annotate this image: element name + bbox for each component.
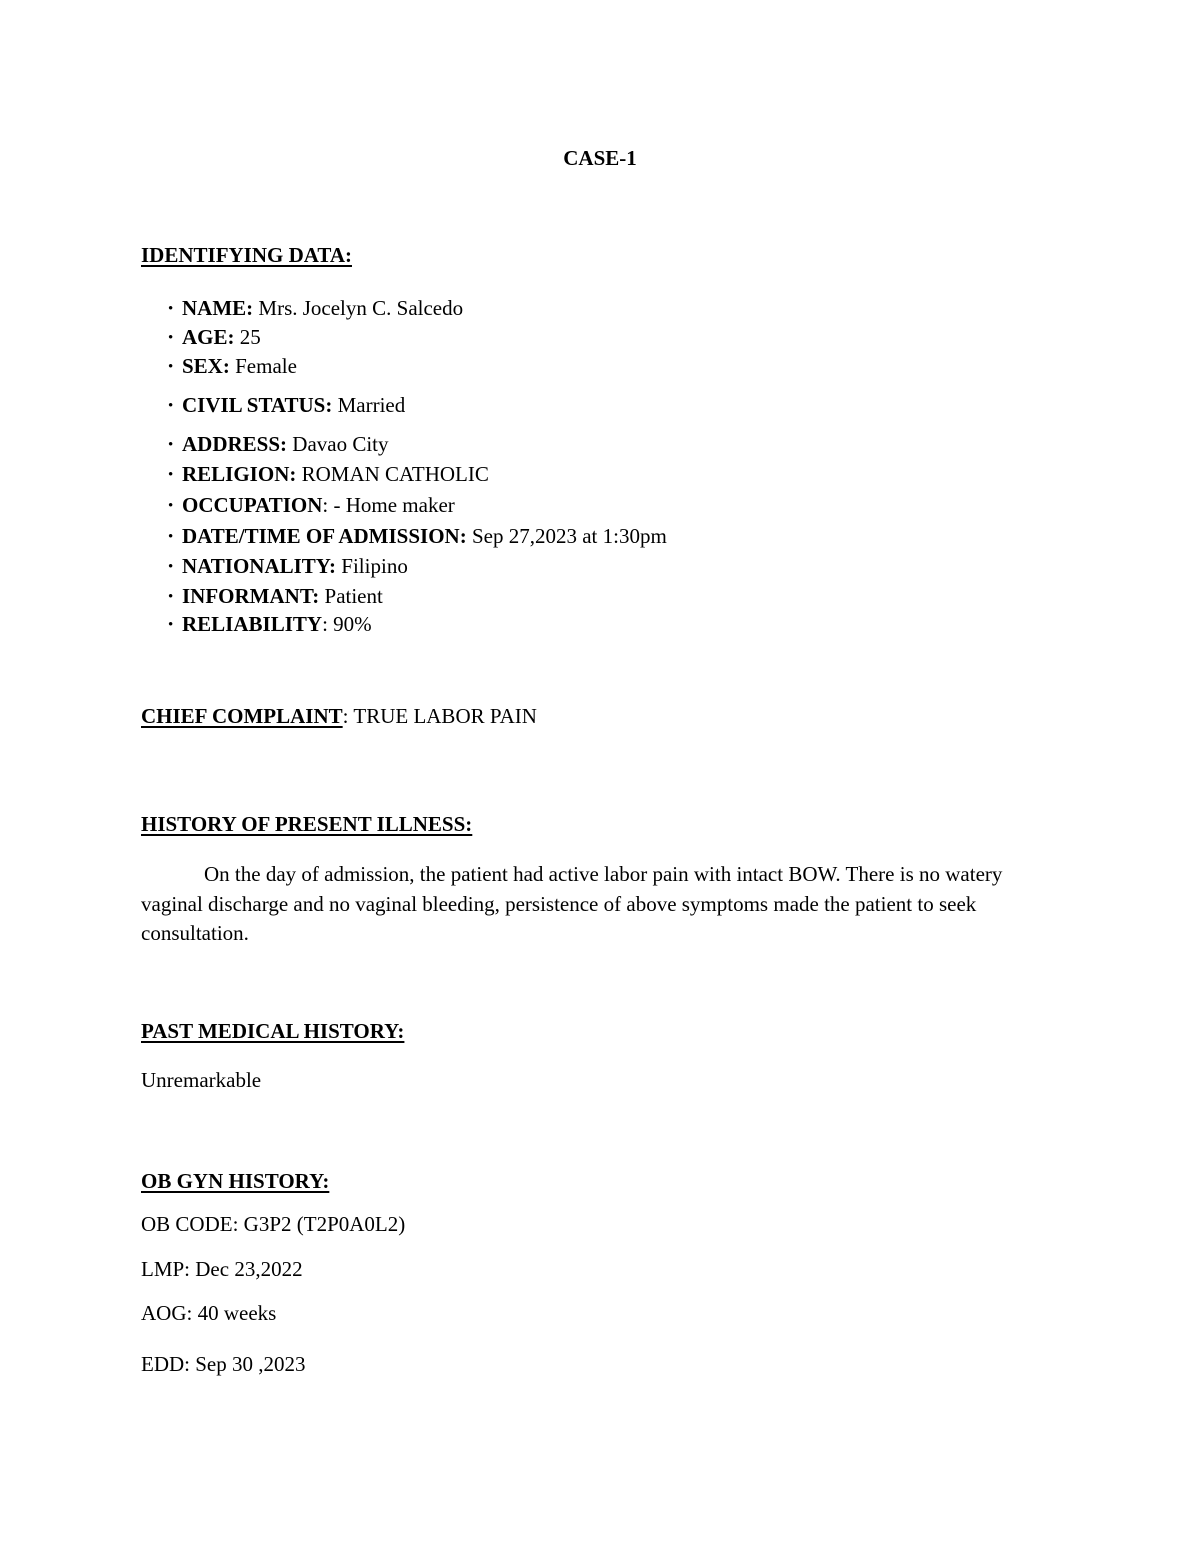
bullet-icon: •	[168, 330, 174, 346]
bullet-icon: •	[168, 559, 174, 575]
bullet-icon: •	[168, 301, 174, 317]
history-present-illness-heading: HISTORY OF PRESENT ILLNESS:	[141, 812, 473, 836]
item-value: Patient	[324, 584, 383, 608]
bullet-icon: •	[168, 467, 174, 483]
bullet-icon: •	[168, 398, 174, 414]
item-label: AGE:	[182, 325, 235, 349]
document-title: CASE-1	[563, 146, 637, 170]
bullet-icon: •	[168, 589, 174, 605]
item-value: ROMAN CATHOLIC	[301, 462, 489, 486]
item-value: Davao City	[292, 432, 389, 456]
edd-line: EDD: Sep 30 ,2023	[141, 1352, 306, 1376]
item-label: CIVIL STATUS:	[182, 393, 333, 417]
list-item-age	[168, 325, 261, 350]
ob-code-line: OB CODE: G3P2 (T2P0A0L2)	[141, 1212, 406, 1236]
item-value: Filipino	[341, 554, 408, 578]
item-value: Mrs. Jocelyn C. Salcedo	[258, 296, 464, 320]
item-value: 25	[239, 325, 261, 349]
chief-complaint-value: : TRUE LABOR PAIN	[342, 704, 537, 728]
lmp-line: LMP: Dec 23,2022	[141, 1257, 303, 1281]
past-medical-history-heading: PAST MEDICAL HISTORY:	[141, 1019, 405, 1043]
list-item-religion	[168, 462, 489, 487]
item-value: Female	[235, 354, 297, 378]
aog-line: AOG: 40 weeks	[141, 1301, 277, 1325]
item-value: Married	[337, 393, 406, 417]
bullet-icon: •	[168, 359, 174, 375]
list-item-civil-status	[168, 393, 405, 418]
chief-complaint-heading: CHIEF COMPLAINT	[141, 704, 343, 728]
list-item-occupation	[168, 493, 455, 518]
item-label: NAME:	[182, 296, 254, 320]
item-label: DATE/TIME OF ADMISSION:	[182, 524, 467, 548]
item-label: SEX:	[182, 354, 230, 378]
history-present-illness-body: On the day of admission, the patient had active labor pain with intact BOW. There is no watery vaginal discharge and no vaginal bleeding, persistence of above symptoms made the patient to seek consultation.	[141, 862, 1003, 945]
bullet-icon: •	[168, 529, 174, 545]
past-medical-history-text: Unremarkable	[141, 1068, 262, 1092]
list-item-sex	[168, 354, 297, 379]
item-label: OCCUPATION	[182, 493, 323, 517]
list-item-reliability	[168, 612, 372, 637]
item-label: RELIGION:	[182, 462, 297, 486]
item-label: RELIABILITY	[182, 612, 323, 636]
list-item-nationality	[168, 554, 408, 579]
identifying-data-heading: IDENTIFYING DATA:	[141, 243, 352, 267]
item-label: INFORMANT:	[182, 584, 320, 608]
bullet-icon: •	[168, 498, 174, 514]
item-value: : - Home maker	[322, 493, 455, 517]
item-value: : 90%	[322, 612, 372, 636]
list-item-address	[168, 432, 389, 457]
item-label: ADDRESS:	[182, 432, 288, 456]
item-value: Sep 27,2023 at 1:30pm	[471, 524, 667, 548]
list-item-name	[168, 296, 463, 321]
list-item-date-time-admission	[168, 524, 667, 549]
list-item-informant	[168, 584, 383, 609]
history-present-illness-text	[141, 860, 1051, 949]
chief-complaint-line	[141, 704, 537, 728]
bullet-icon: •	[168, 617, 174, 633]
bullet-icon: •	[168, 437, 174, 453]
ob-gyn-history-heading: OB GYN HISTORY:	[141, 1169, 330, 1193]
item-label: NATIONALITY:	[182, 554, 337, 578]
